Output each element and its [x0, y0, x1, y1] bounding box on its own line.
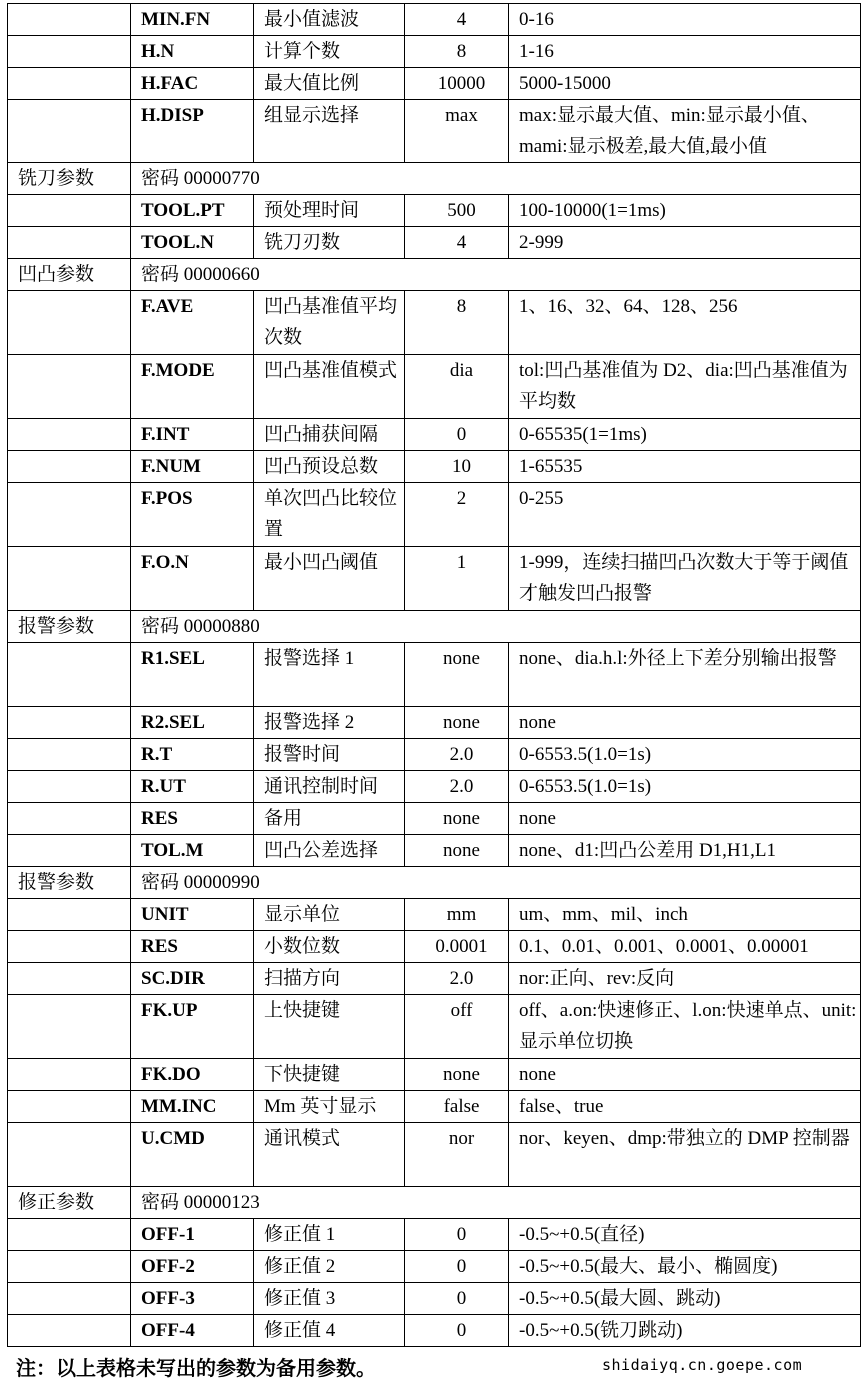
param-name: 修正值 2: [254, 1251, 405, 1283]
param-name: 上快捷键: [254, 995, 405, 1059]
group-label-cell: [8, 1251, 131, 1283]
table-row: [8, 100, 861, 163]
group-label-cell: [8, 739, 131, 771]
param-value: none: [405, 835, 509, 867]
param-name: 最小值滤波: [254, 4, 405, 36]
param-value: 10000: [405, 68, 509, 100]
param-name: 下快捷键: [254, 1059, 405, 1091]
param-range: um、mm、mil、inch: [509, 899, 861, 931]
param-value: 1: [405, 547, 509, 611]
param-value: 500: [405, 195, 509, 227]
param-name: 通讯模式: [254, 1123, 405, 1187]
table-row: [8, 771, 861, 803]
param-value: 0.0001: [405, 931, 509, 963]
param-name: 小数位数: [254, 931, 405, 963]
group-header-row: [8, 1187, 861, 1219]
param-value: 8: [405, 291, 509, 355]
param-range: 100-10000(1=1ms): [509, 195, 861, 227]
param-range: off、a.on:快速修正、l.on:快速单点、unit:显示单位切换: [509, 995, 861, 1059]
table-row: [8, 931, 861, 963]
param-value: 0: [405, 1283, 509, 1315]
table-row: [8, 1123, 861, 1187]
param-value: none: [405, 707, 509, 739]
param-range: 1-16: [509, 36, 861, 68]
table-row: [8, 36, 861, 68]
param-code: TOL.M: [131, 835, 254, 867]
param-code: RES: [131, 803, 254, 835]
param-range: 1-65535: [509, 451, 861, 483]
table-row: [8, 1251, 861, 1283]
param-range: -0.5~+0.5(最大、最小、椭圆度): [509, 1251, 861, 1283]
table-row: [8, 835, 861, 867]
param-code: OFF-2: [131, 1251, 254, 1283]
group-header-row: [8, 163, 861, 195]
table-row: [8, 899, 861, 931]
param-code: R.UT: [131, 771, 254, 803]
param-code: FK.UP: [131, 995, 254, 1059]
table-row: [8, 419, 861, 451]
param-value: max: [405, 100, 509, 163]
param-range: tol:凹凸基准值为 D2、dia:凹凸基准值为平均数: [509, 355, 861, 419]
param-value: none: [405, 803, 509, 835]
group-password: 密码 00000770: [131, 163, 861, 195]
param-range: none: [509, 803, 861, 835]
param-code: R.T: [131, 739, 254, 771]
param-code: MIN.FN: [131, 4, 254, 36]
table-row: [8, 4, 861, 36]
param-code: MM.INC: [131, 1091, 254, 1123]
group-label-cell: [8, 835, 131, 867]
group-label-cell: [8, 1315, 131, 1347]
group-label-cell: [8, 899, 131, 931]
param-code: F.POS: [131, 483, 254, 547]
param-range: none: [509, 707, 861, 739]
group-header-row: [8, 867, 861, 899]
table-row: [8, 963, 861, 995]
param-range: nor:正向、rev:反向: [509, 963, 861, 995]
param-range: 0-65535(1=1ms): [509, 419, 861, 451]
param-name: 备用: [254, 803, 405, 835]
group-label-cell: [8, 195, 131, 227]
param-range: none: [509, 1059, 861, 1091]
parameter-table: [7, 3, 861, 1347]
param-name: 单次凹凸比较位置: [254, 483, 405, 547]
group-password: 密码 00000660: [131, 259, 861, 291]
group-header-row: [8, 611, 861, 643]
param-code: UNIT: [131, 899, 254, 931]
group-label-cell: 修正参数: [8, 1187, 131, 1219]
param-name: 报警选择 2: [254, 707, 405, 739]
group-label-cell: [8, 100, 131, 163]
param-name: 凹凸捕获间隔: [254, 419, 405, 451]
param-range: 0-255: [509, 483, 861, 547]
param-value: mm: [405, 899, 509, 931]
param-range: -0.5~+0.5(最大圆、跳动): [509, 1283, 861, 1315]
param-name: 修正值 1: [254, 1219, 405, 1251]
param-code: TOOL.PT: [131, 195, 254, 227]
param-range: 1、16、32、64、128、256: [509, 291, 861, 355]
group-label-cell: 报警参数: [8, 611, 131, 643]
param-value: 0: [405, 1315, 509, 1347]
group-label-cell: [8, 643, 131, 707]
table-row: [8, 1315, 861, 1347]
table-row: [8, 707, 861, 739]
group-label-cell: [8, 483, 131, 547]
group-label-cell: [8, 419, 131, 451]
group-label-cell: [8, 1091, 131, 1123]
group-label-cell: [8, 995, 131, 1059]
group-header-row: [8, 259, 861, 291]
param-name: 修正值 4: [254, 1315, 405, 1347]
group-label-cell: [8, 803, 131, 835]
param-range: none、d1:凹凸公差用 D1,H1,L1: [509, 835, 861, 867]
group-label-cell: [8, 707, 131, 739]
param-value: 0: [405, 419, 509, 451]
param-name: Mm 英寸显示: [254, 1091, 405, 1123]
param-code: H.DISP: [131, 100, 254, 163]
param-name: 显示单位: [254, 899, 405, 931]
table-row: [8, 483, 861, 547]
param-value: 2.0: [405, 739, 509, 771]
param-value: 0: [405, 1251, 509, 1283]
table-row: [8, 643, 861, 707]
param-range: 5000-15000: [509, 68, 861, 100]
table-row: [8, 1059, 861, 1091]
table-row: [8, 195, 861, 227]
table-row: [8, 995, 861, 1059]
group-label-cell: [8, 547, 131, 611]
param-code: U.CMD: [131, 1123, 254, 1187]
table-row: [8, 1091, 861, 1123]
param-range: -0.5~+0.5(直径): [509, 1219, 861, 1251]
param-name: 凹凸基准值平均次数: [254, 291, 405, 355]
param-name: 计算个数: [254, 36, 405, 68]
group-label-cell: [8, 931, 131, 963]
table-row: [8, 739, 861, 771]
param-code: TOOL.N: [131, 227, 254, 259]
param-name: 最大值比例: [254, 68, 405, 100]
param-value: 0: [405, 1219, 509, 1251]
param-code: H.N: [131, 36, 254, 68]
table-row: [8, 227, 861, 259]
group-password: 密码 00000880: [131, 611, 861, 643]
group-label-cell: [8, 1219, 131, 1251]
param-code: F.AVE: [131, 291, 254, 355]
group-label-cell: [8, 227, 131, 259]
param-code: OFF-3: [131, 1283, 254, 1315]
table-row: [8, 1283, 861, 1315]
footer-note: 注：以上表格未写出的参数为备用参数。: [16, 1356, 376, 1380]
param-code: SC.DIR: [131, 963, 254, 995]
table-row: [8, 547, 861, 611]
param-code: F.NUM: [131, 451, 254, 483]
param-range: none、dia.h.l:外径上下差分别输出报警: [509, 643, 861, 707]
param-value: 4: [405, 227, 509, 259]
footer-site: shidaiyq.cn.goepe.com: [602, 1356, 803, 1374]
param-range: 0-6553.5(1.0=1s): [509, 739, 861, 771]
param-value: 10: [405, 451, 509, 483]
param-value: 2.0: [405, 963, 509, 995]
table-row: [8, 1219, 861, 1251]
param-name: 凹凸公差选择: [254, 835, 405, 867]
param-code: OFF-4: [131, 1315, 254, 1347]
group-label-cell: [8, 36, 131, 68]
param-name: 扫描方向: [254, 963, 405, 995]
param-name: 预处理时间: [254, 195, 405, 227]
param-name: 组显示选择: [254, 100, 405, 163]
param-range: 1-999，连续扫描凹凸次数大于等于阈值才触发凹凸报警: [509, 547, 861, 611]
param-value: false: [405, 1091, 509, 1123]
table-row: [8, 355, 861, 419]
table-row: [8, 451, 861, 483]
group-label-cell: [8, 291, 131, 355]
group-password: 密码 00000123: [131, 1187, 861, 1219]
group-label-cell: [8, 355, 131, 419]
param-value: nor: [405, 1123, 509, 1187]
param-name: 凹凸基准值模式: [254, 355, 405, 419]
group-label-cell: [8, 451, 131, 483]
group-label-cell: [8, 963, 131, 995]
param-range: 0.1、0.01、0.001、0.0001、0.00001: [509, 931, 861, 963]
group-label-cell: [8, 1059, 131, 1091]
param-name: 铣刀刃数: [254, 227, 405, 259]
group-label-cell: [8, 1123, 131, 1187]
param-code: OFF-1: [131, 1219, 254, 1251]
group-label-cell: [8, 68, 131, 100]
param-code: R1.SEL: [131, 643, 254, 707]
param-range: max:显示最大值、min:显示最小值、mami:显示极差,最大值,最小值: [509, 100, 861, 163]
param-name: 修正值 3: [254, 1283, 405, 1315]
param-code: H.FAC: [131, 68, 254, 100]
param-value: 8: [405, 36, 509, 68]
param-name: 报警时间: [254, 739, 405, 771]
param-range: -0.5~+0.5(铣刀跳动): [509, 1315, 861, 1347]
table-row: [8, 803, 861, 835]
group-label-cell: 报警参数: [8, 867, 131, 899]
param-value: off: [405, 995, 509, 1059]
param-range: false、true: [509, 1091, 861, 1123]
param-name: 通讯控制时间: [254, 771, 405, 803]
param-value: none: [405, 643, 509, 707]
param-value: dia: [405, 355, 509, 419]
param-range: 2-999: [509, 227, 861, 259]
group-label-cell: 凹凸参数: [8, 259, 131, 291]
group-password: 密码 00000990: [131, 867, 861, 899]
param-range: 0-16: [509, 4, 861, 36]
param-value: 4: [405, 4, 509, 36]
param-code: FK.DO: [131, 1059, 254, 1091]
param-name: 凹凸预设总数: [254, 451, 405, 483]
table-row: [8, 68, 861, 100]
param-name: 报警选择 1: [254, 643, 405, 707]
param-name: 最小凹凸阈值: [254, 547, 405, 611]
param-code: R2.SEL: [131, 707, 254, 739]
param-code: RES: [131, 931, 254, 963]
param-code: F.MODE: [131, 355, 254, 419]
param-range: nor、keyen、dmp:带独立的 DMP 控制器: [509, 1123, 861, 1187]
group-label-cell: [8, 771, 131, 803]
group-label-cell: [8, 1283, 131, 1315]
group-label-cell: [8, 4, 131, 36]
param-value: 2.0: [405, 771, 509, 803]
group-label-cell: 铣刀参数: [8, 163, 131, 195]
param-range: 0-6553.5(1.0=1s): [509, 771, 861, 803]
param-code: F.INT: [131, 419, 254, 451]
param-value: 2: [405, 483, 509, 547]
table-row: [8, 291, 861, 355]
param-code: F.O.N: [131, 547, 254, 611]
param-value: none: [405, 1059, 509, 1091]
